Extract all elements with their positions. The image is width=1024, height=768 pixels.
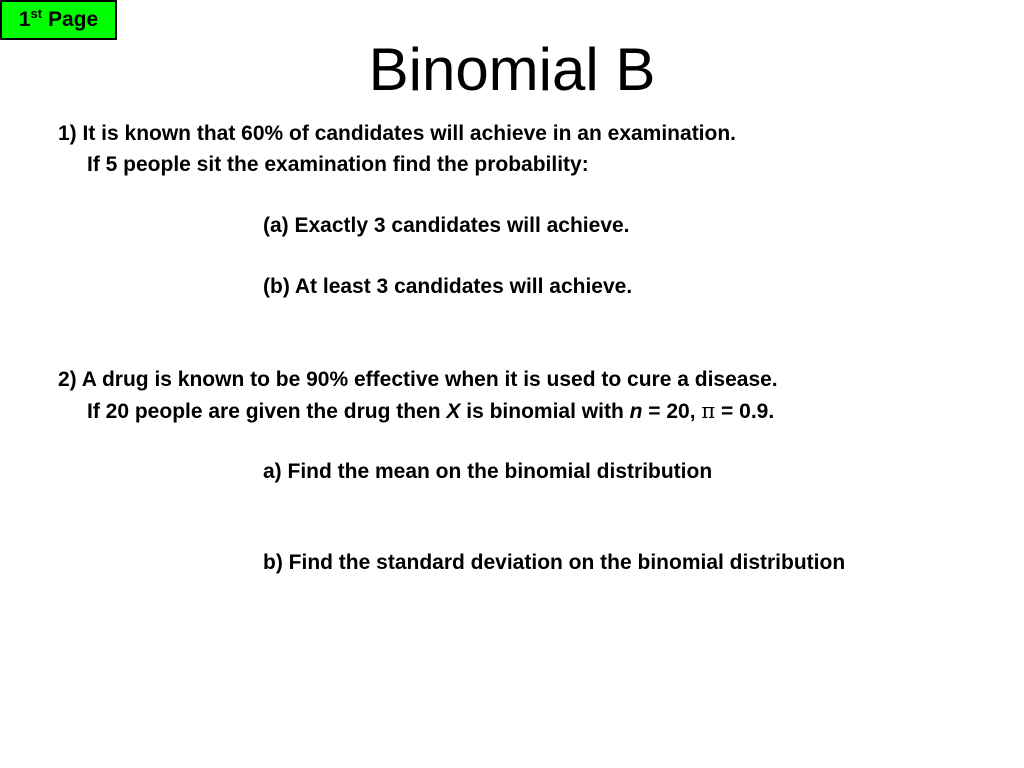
pi-symbol: π — [701, 399, 716, 423]
question-1-line-1: 1) It is known that 60% of candidates will achieve in an examination. — [58, 122, 737, 145]
page-label: Page — [47, 8, 99, 31]
slide-title: Binomial B — [368, 36, 656, 103]
question-1-line-2: If 5 people sit the examination find the probability: — [87, 153, 589, 176]
variable-x: X — [446, 400, 461, 423]
question-1-part-a: (a) Exactly 3 candidates will achieve. — [263, 214, 630, 237]
question-2-line-2 — [87, 398, 774, 425]
question-1-part-b: (b) At least 3 candidates will achieve. — [263, 275, 633, 298]
question-2-part-a: a) Find the mean on the binomial distribution — [263, 460, 713, 483]
page-number-suffix: st — [30, 6, 43, 21]
page-number: 1 — [18, 8, 31, 31]
n-value: = 20, — [642, 400, 702, 423]
variable-n: n — [629, 400, 643, 423]
question-2-line-2-pre: If 20 people are given the drug then — [87, 400, 447, 423]
question-2-line-2-mid: is binomial with — [460, 400, 630, 423]
question-2-line-1: 2) A drug is known to be 90% effective when it is used to cure a disease. — [58, 368, 778, 391]
question-2-part-b: b) Find the standard deviation on the binomial distribution — [263, 551, 846, 574]
pi-value: = 0.9. — [715, 400, 775, 423]
